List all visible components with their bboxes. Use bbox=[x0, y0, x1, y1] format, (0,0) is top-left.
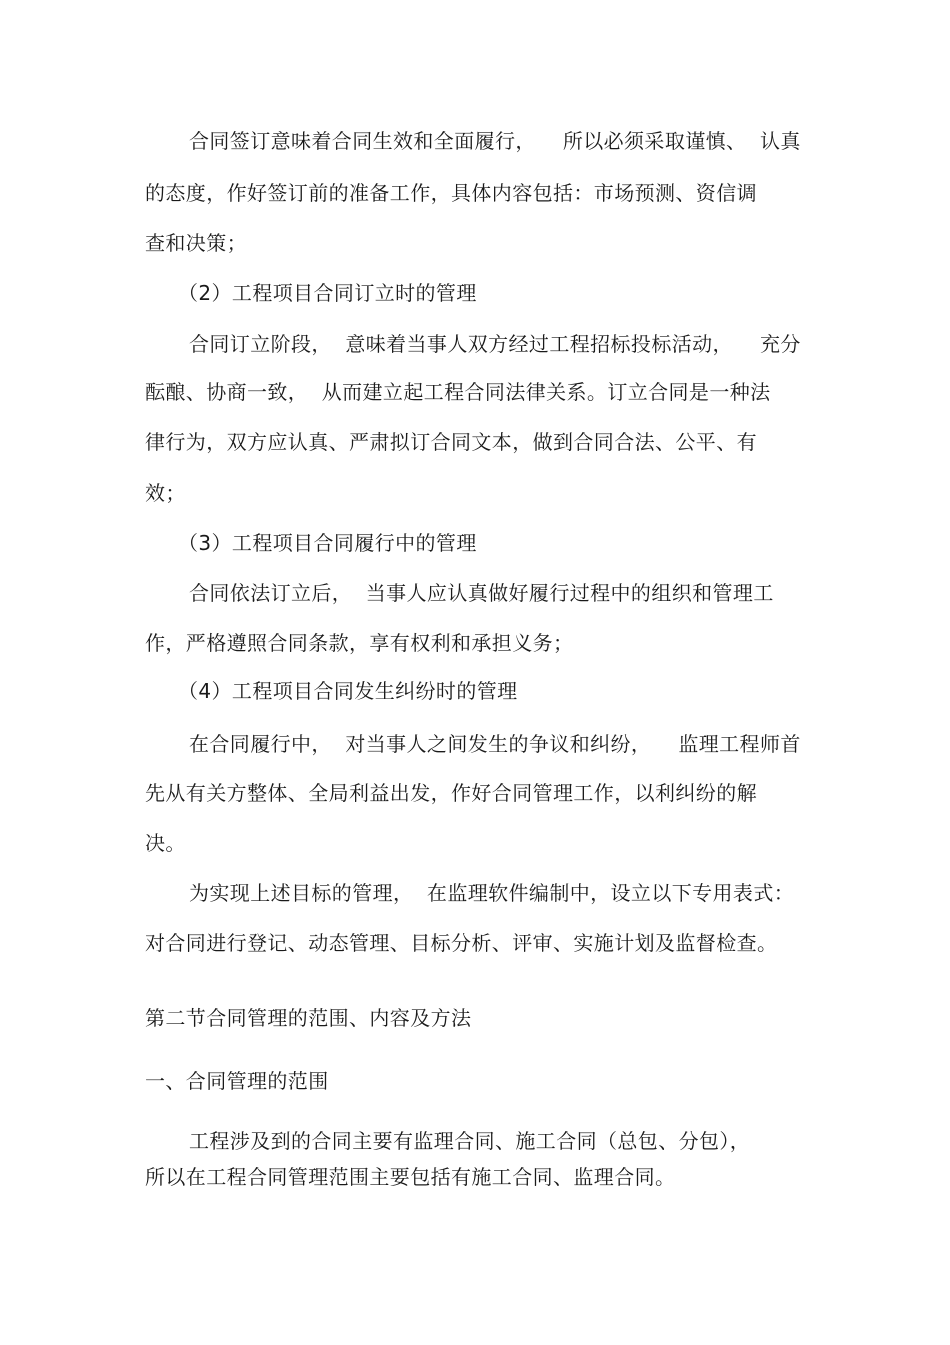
paragraph-2-line-3: 律行为，双方应认真、严肃拟订合同文本，做到合同合法、公平、有 bbox=[145, 430, 757, 454]
paragraph-2-line-1: 合同订立阶段， 意味着当事人双方经过工程招标投标活动， 充分 bbox=[189, 332, 801, 356]
paragraph-5-line-1: 为实现上述目标的管理， 在监理软件编制中，设立以下专用表式： bbox=[189, 881, 795, 905]
paragraph-3-line-2: 作，严格遵照合同条款，享有权利和承担义务； bbox=[145, 631, 574, 655]
subsection-heading: 一、合同管理的范围 bbox=[145, 1069, 329, 1093]
paragraph-3-line-1: 合同依法订立后， 当事人应认真做好履行过程中的组织和管理工 bbox=[189, 581, 774, 605]
paragraph-2-line-4: 效； bbox=[145, 481, 186, 505]
paragraph-6-line-2: 所以在工程合同管理范围主要包括有施工合同、监理合同。 bbox=[145, 1165, 676, 1189]
paragraph-1-line-3: 查和决策； bbox=[145, 231, 247, 255]
paragraph-4-line-3: 决。 bbox=[145, 831, 186, 855]
paragraph-1-line-2: 的态度，作好签订前的准备工作，具体内容包括：市场预测、资信调 bbox=[145, 181, 757, 205]
paragraph-4-line-2: 先从有关方整体、全局利益出发，作好合同管理工作，以利纠纷的解 bbox=[145, 781, 757, 805]
paragraph-2-line-2: 酝酿、协商一致， 从而建立起工程合同法律关系。订立合同是一种法 bbox=[145, 380, 771, 404]
subheading-3: （3）工程项目合同履行中的管理 bbox=[178, 531, 477, 555]
paragraph-4-line-1: 在合同履行中， 对当事人之间发生的争议和纠纷， 监理工程师首 bbox=[189, 732, 801, 756]
paragraph-6-line-1: 工程涉及到的合同主要有监理合同、施工合同（总包、分包）， bbox=[189, 1129, 751, 1153]
paragraph-5-line-2: 对合同进行登记、动态管理、目标分析、评审、实施计划及监督检查。 bbox=[145, 931, 778, 955]
section-heading: 第二节合同管理的范围、内容及方法 bbox=[145, 1006, 472, 1030]
subheading-4: （4）工程项目合同发生纠纷时的管理 bbox=[178, 679, 518, 703]
paragraph-1-line-1: 合同签订意味着合同生效和全面履行， 所以必须采取谨慎、 认真 bbox=[189, 129, 801, 153]
subheading-2: （2）工程项目合同订立时的管理 bbox=[178, 281, 477, 305]
